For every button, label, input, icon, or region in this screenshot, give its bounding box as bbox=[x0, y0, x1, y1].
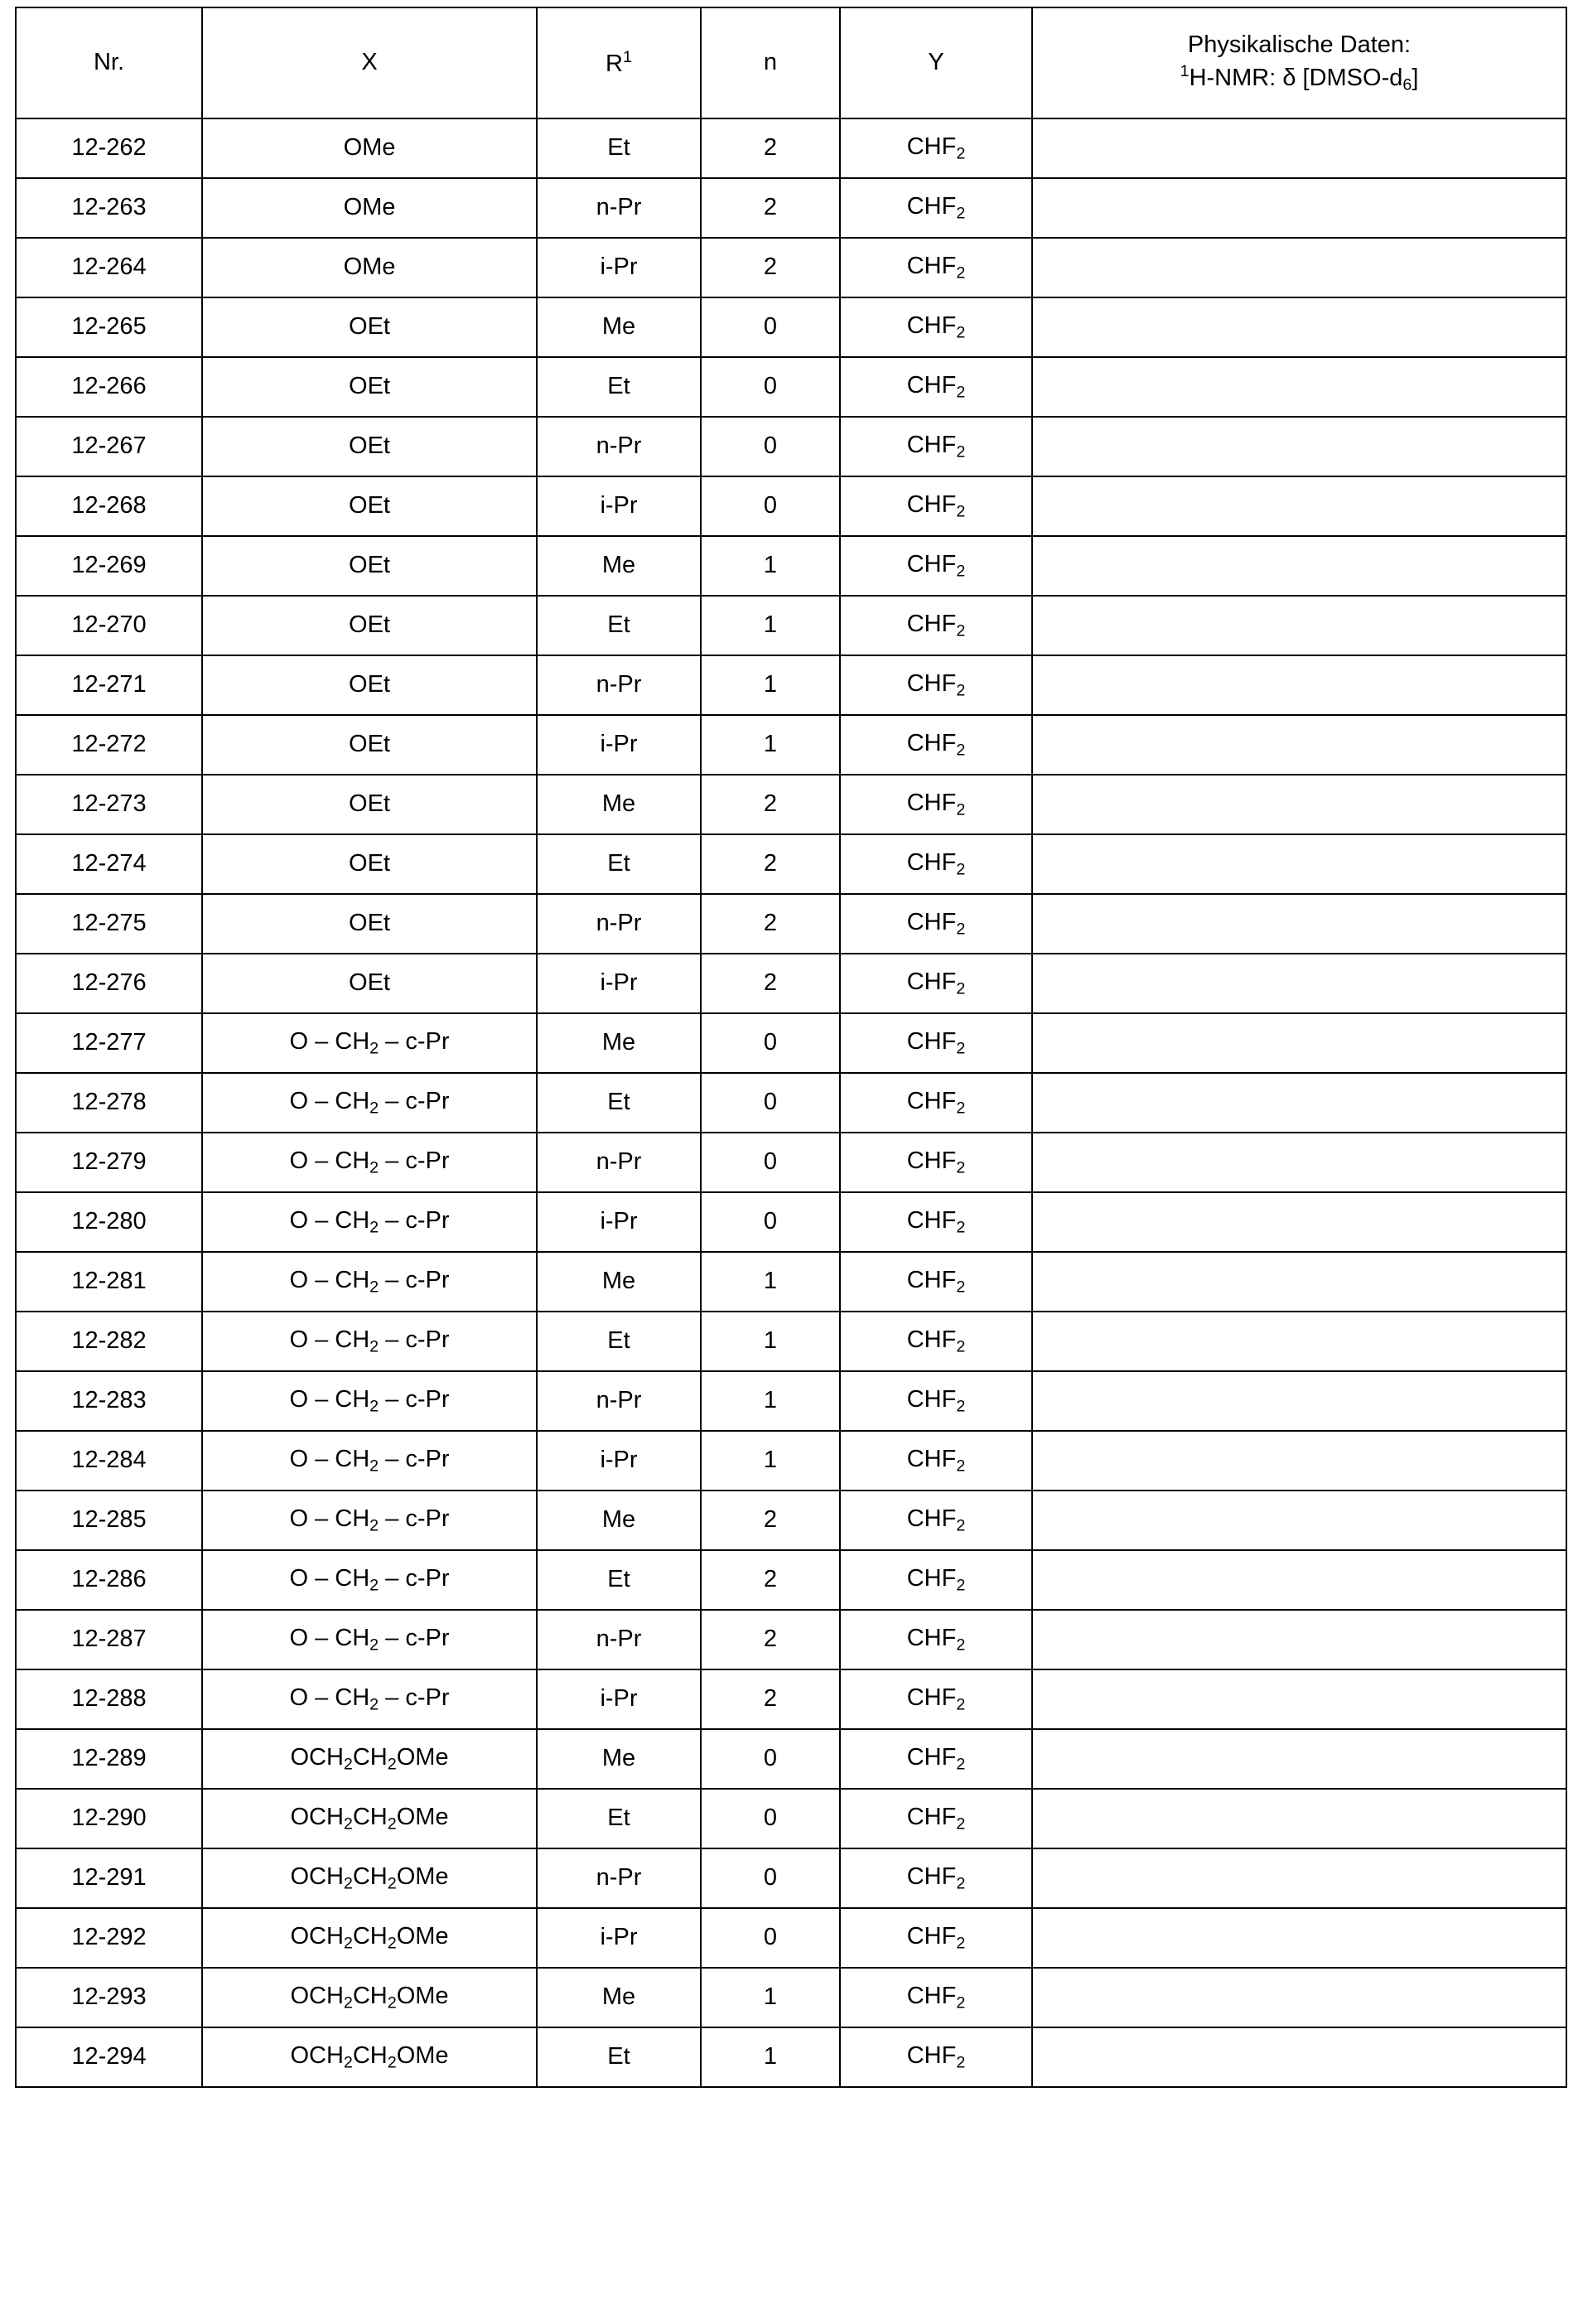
table-row bbox=[16, 417, 1566, 476]
cell-y: $CHF_2$ bbox=[840, 297, 1032, 357]
header-n: n bbox=[701, 7, 840, 118]
table-row bbox=[16, 118, 1566, 178]
table-row bbox=[16, 2027, 1566, 2087]
cell-n: 2 bbox=[701, 834, 840, 894]
cell-x: OMe bbox=[202, 238, 537, 297]
cell-x: O – $CH_2 - c-Pr$ bbox=[202, 1669, 537, 1729]
cell-y: $CHF_2$ bbox=[840, 1848, 1032, 1908]
cell-r1: n-Pr bbox=[537, 417, 701, 476]
cell-physical-data bbox=[1032, 1550, 1566, 1610]
cell-x: O – $CH_2 - c-Pr$ bbox=[202, 1192, 537, 1252]
cell-n: 2 bbox=[701, 1610, 840, 1669]
header-physical-data bbox=[1032, 7, 1566, 118]
cell-nr: 12-277 bbox=[16, 1013, 202, 1073]
cell-y: $CHF_2$ bbox=[840, 1252, 1032, 1312]
cell-y: $CHF_2$ bbox=[840, 238, 1032, 297]
cell-y: $CHF_2$ bbox=[840, 1371, 1032, 1431]
cell-r1: Me bbox=[537, 1013, 701, 1073]
cell-y: $CHF_2$ bbox=[840, 1133, 1032, 1192]
cell-y: $CHF_2$ bbox=[840, 1073, 1032, 1133]
cell-nr: 12-264 bbox=[16, 238, 202, 297]
cell-r1: Me bbox=[537, 1968, 701, 2027]
cell-r1: Me bbox=[537, 297, 701, 357]
table-row bbox=[16, 1968, 1566, 2027]
cell-x: OEt bbox=[202, 775, 537, 834]
header-row bbox=[16, 7, 1566, 118]
cell-nr: 12-287 bbox=[16, 1610, 202, 1669]
cell-r1: n-Pr bbox=[537, 655, 701, 715]
cell-nr: 12-276 bbox=[16, 954, 202, 1013]
cell-x: O – $CH_2 - c-Pr$ bbox=[202, 1312, 537, 1371]
table-row bbox=[16, 1013, 1566, 1073]
cell-y: $CHF_2$ bbox=[840, 775, 1032, 834]
header-x: X bbox=[202, 7, 537, 118]
cell-x: OEt bbox=[202, 476, 537, 536]
cell-y: $CHF_2$ bbox=[840, 1610, 1032, 1669]
table-body bbox=[16, 118, 1566, 2087]
cell-x: OEt bbox=[202, 357, 537, 417]
cell-n: 0 bbox=[701, 1073, 840, 1133]
cell-nr: 12-289 bbox=[16, 1729, 202, 1789]
cell-y: $CHF_2$ bbox=[840, 1789, 1032, 1848]
cell-n: 1 bbox=[701, 1252, 840, 1312]
table-row bbox=[16, 894, 1566, 954]
header-phys-line2 bbox=[1033, 62, 1566, 94]
cell-physical-data bbox=[1032, 1610, 1566, 1669]
cell-physical-data bbox=[1032, 476, 1566, 536]
cell-n: 0 bbox=[701, 1133, 840, 1192]
cell-y: $CHF_2$ bbox=[840, 1729, 1032, 1789]
header-phys-text-a: H-NMR: δ [DMSO-d bbox=[1189, 65, 1403, 91]
cell-n: 2 bbox=[701, 954, 840, 1013]
table-row bbox=[16, 1073, 1566, 1133]
cell-r1: n-Pr bbox=[537, 1133, 701, 1192]
cell-n: 1 bbox=[701, 715, 840, 775]
cell-nr: 12-273 bbox=[16, 775, 202, 834]
cell-y: $CHF_2$ bbox=[840, 417, 1032, 476]
cell-physical-data bbox=[1032, 1968, 1566, 2027]
cell-r1: i-Pr bbox=[537, 476, 701, 536]
table-row bbox=[16, 1669, 1566, 1729]
cell-r1: i-Pr bbox=[537, 1192, 701, 1252]
table-row bbox=[16, 1371, 1566, 1431]
cell-nr: 12-290 bbox=[16, 1789, 202, 1848]
cell-y: $CHF_2$ bbox=[840, 476, 1032, 536]
cell-physical-data bbox=[1032, 1312, 1566, 1371]
cell-x: $OCH_2CH_2OMe$ bbox=[202, 1968, 537, 2027]
table-row bbox=[16, 1729, 1566, 1789]
cell-x: OEt bbox=[202, 417, 537, 476]
table-row bbox=[16, 1312, 1566, 1371]
header-y: Y bbox=[840, 7, 1032, 118]
cell-nr: 12-278 bbox=[16, 1073, 202, 1133]
cell-nr: 12-262 bbox=[16, 118, 202, 178]
cell-physical-data bbox=[1032, 655, 1566, 715]
cell-x: OEt bbox=[202, 954, 537, 1013]
cell-n: 0 bbox=[701, 476, 840, 536]
cell-nr: 12-274 bbox=[16, 834, 202, 894]
cell-y: $CHF_2$ bbox=[840, 715, 1032, 775]
cell-nr: 12-265 bbox=[16, 297, 202, 357]
cell-r1: Et bbox=[537, 1073, 701, 1133]
cell-x: O – $CH_2 - c-Pr$ bbox=[202, 1073, 537, 1133]
cell-physical-data bbox=[1032, 178, 1566, 238]
cell-physical-data bbox=[1032, 297, 1566, 357]
cell-y: $CHF_2$ bbox=[840, 118, 1032, 178]
cell-y: $CHF_2$ bbox=[840, 1192, 1032, 1252]
cell-n: 0 bbox=[701, 417, 840, 476]
cell-n: 1 bbox=[701, 2027, 840, 2087]
cell-r1: Me bbox=[537, 1491, 701, 1550]
cell-physical-data bbox=[1032, 1133, 1566, 1192]
cell-x: O – $CH_2 - c-Pr$ bbox=[202, 1550, 537, 1610]
table-row bbox=[16, 715, 1566, 775]
cell-r1: Et bbox=[537, 1789, 701, 1848]
table-header bbox=[16, 7, 1566, 118]
cell-nr: 12-286 bbox=[16, 1550, 202, 1610]
cell-n: 1 bbox=[701, 1968, 840, 2027]
cell-n: 1 bbox=[701, 1312, 840, 1371]
table-row bbox=[16, 596, 1566, 655]
cell-nr: 12-282 bbox=[16, 1312, 202, 1371]
cell-r1: Et bbox=[537, 596, 701, 655]
cell-r1: Me bbox=[537, 775, 701, 834]
cell-nr: 12-279 bbox=[16, 1133, 202, 1192]
cell-r1: Et bbox=[537, 834, 701, 894]
cell-y: $CHF_2$ bbox=[840, 1669, 1032, 1729]
cell-n: 0 bbox=[701, 1848, 840, 1908]
cell-physical-data bbox=[1032, 1491, 1566, 1550]
cell-x: O – $CH_2 - c-Pr$ bbox=[202, 1610, 537, 1669]
cell-r1: Et bbox=[537, 118, 701, 178]
cell-x: O – $CH_2 - c-Pr$ bbox=[202, 1133, 537, 1192]
table-row bbox=[16, 834, 1566, 894]
cell-x: OEt bbox=[202, 596, 537, 655]
cell-physical-data bbox=[1032, 1848, 1566, 1908]
cell-x: O – $CH_2 - c-Pr$ bbox=[202, 1491, 537, 1550]
table-row bbox=[16, 357, 1566, 417]
table-row bbox=[16, 954, 1566, 1013]
cell-x: O – $CH_2 - c-Pr$ bbox=[202, 1371, 537, 1431]
cell-r1: Me bbox=[537, 536, 701, 596]
cell-x: OEt bbox=[202, 834, 537, 894]
cell-physical-data bbox=[1032, 536, 1566, 596]
table-row bbox=[16, 297, 1566, 357]
cell-r1: i-Pr bbox=[537, 954, 701, 1013]
table-row bbox=[16, 1848, 1566, 1908]
cell-physical-data bbox=[1032, 1192, 1566, 1252]
cell-r1: n-Pr bbox=[537, 178, 701, 238]
header-r1 bbox=[537, 7, 701, 118]
header-phys-sup: 1 bbox=[1180, 62, 1190, 81]
cell-physical-data bbox=[1032, 596, 1566, 655]
cell-r1: n-Pr bbox=[537, 1610, 701, 1669]
cell-r1: i-Pr bbox=[537, 1908, 701, 1968]
cell-physical-data bbox=[1032, 1252, 1566, 1312]
cell-n: 2 bbox=[701, 1491, 840, 1550]
cell-x: OMe bbox=[202, 178, 537, 238]
cell-physical-data bbox=[1032, 118, 1566, 178]
cell-y: $CHF_2$ bbox=[840, 1968, 1032, 2027]
cell-n: 0 bbox=[701, 1192, 840, 1252]
cell-y: $CHF_2$ bbox=[840, 1550, 1032, 1610]
cell-nr: 12-294 bbox=[16, 2027, 202, 2087]
cell-n: 0 bbox=[701, 1908, 840, 1968]
cell-n: 2 bbox=[701, 238, 840, 297]
cell-y: $CHF_2$ bbox=[840, 1312, 1032, 1371]
cell-nr: 12-285 bbox=[16, 1491, 202, 1550]
table-row bbox=[16, 1192, 1566, 1252]
cell-n: 0 bbox=[701, 357, 840, 417]
cell-physical-data bbox=[1032, 1789, 1566, 1848]
table-row bbox=[16, 1550, 1566, 1610]
cell-physical-data bbox=[1032, 715, 1566, 775]
cell-nr: 12-271 bbox=[16, 655, 202, 715]
cell-physical-data bbox=[1032, 834, 1566, 894]
cell-nr: 12-270 bbox=[16, 596, 202, 655]
cell-x: OMe bbox=[202, 118, 537, 178]
cell-physical-data bbox=[1032, 1073, 1566, 1133]
cell-r1: i-Pr bbox=[537, 1669, 701, 1729]
cell-physical-data bbox=[1032, 1908, 1566, 1968]
cell-r1: i-Pr bbox=[537, 715, 701, 775]
cell-x: OEt bbox=[202, 655, 537, 715]
table-row bbox=[16, 1610, 1566, 1669]
cell-nr: 12-288 bbox=[16, 1669, 202, 1729]
table-row bbox=[16, 655, 1566, 715]
cell-r1: Me bbox=[537, 1729, 701, 1789]
table-row bbox=[16, 1491, 1566, 1550]
cell-nr: 12-275 bbox=[16, 894, 202, 954]
cell-x: O – $CH_2 - c-Pr$ bbox=[202, 1013, 537, 1073]
cell-x: OEt bbox=[202, 536, 537, 596]
cell-n: 2 bbox=[701, 118, 840, 178]
cell-nr: 12-268 bbox=[16, 476, 202, 536]
cell-x: $OCH_2CH_2OMe$ bbox=[202, 1908, 537, 1968]
cell-y: $CHF_2$ bbox=[840, 954, 1032, 1013]
cell-r1: n-Pr bbox=[537, 1371, 701, 1431]
table-row bbox=[16, 1789, 1566, 1848]
cell-y: $CHF_2$ bbox=[840, 1491, 1032, 1550]
cell-physical-data bbox=[1032, 1431, 1566, 1491]
cell-r1: n-Pr bbox=[537, 1848, 701, 1908]
header-phys-text-b: ] bbox=[1412, 65, 1419, 91]
cell-n: 2 bbox=[701, 894, 840, 954]
cell-nr: 12-292 bbox=[16, 1908, 202, 1968]
cell-n: 2 bbox=[701, 775, 840, 834]
cell-n: 1 bbox=[701, 1431, 840, 1491]
cell-nr: 12-283 bbox=[16, 1371, 202, 1431]
cell-x: O – $CH_2 - c-Pr$ bbox=[202, 1252, 537, 1312]
cell-y: $CHF_2$ bbox=[840, 536, 1032, 596]
cell-x: O – $CH_2 - c-Pr$ bbox=[202, 1431, 537, 1491]
cell-y: $CHF_2$ bbox=[840, 596, 1032, 655]
table-row bbox=[16, 536, 1566, 596]
cell-x: OEt bbox=[202, 894, 537, 954]
cell-n: 1 bbox=[701, 655, 840, 715]
cell-nr: 12-280 bbox=[16, 1192, 202, 1252]
table-row bbox=[16, 476, 1566, 536]
table-row bbox=[16, 1252, 1566, 1312]
cell-y: $CHF_2$ bbox=[840, 1431, 1032, 1491]
cell-r1: Me bbox=[537, 1252, 701, 1312]
cell-physical-data bbox=[1032, 775, 1566, 834]
cell-r1: Et bbox=[537, 357, 701, 417]
cell-n: 1 bbox=[701, 596, 840, 655]
header-nr: Nr. bbox=[16, 7, 202, 118]
table-row bbox=[16, 775, 1566, 834]
cell-r1: n-Pr bbox=[537, 894, 701, 954]
cell-y: $CHF_2$ bbox=[840, 894, 1032, 954]
cell-physical-data bbox=[1032, 238, 1566, 297]
cell-x: OEt bbox=[202, 715, 537, 775]
cell-n: 2 bbox=[701, 1550, 840, 1610]
cell-nr: 12-266 bbox=[16, 357, 202, 417]
cell-nr: 12-284 bbox=[16, 1431, 202, 1491]
cell-physical-data bbox=[1032, 1013, 1566, 1073]
cell-n: 0 bbox=[701, 297, 840, 357]
cell-r1: i-Pr bbox=[537, 238, 701, 297]
cell-x: $OCH_2CH_2OMe$ bbox=[202, 1789, 537, 1848]
cell-n: 2 bbox=[701, 1669, 840, 1729]
cell-r1: Et bbox=[537, 1550, 701, 1610]
cell-x: $OCH_2CH_2OMe$ bbox=[202, 2027, 537, 2087]
cell-physical-data bbox=[1032, 1371, 1566, 1431]
cell-y: $CHF_2$ bbox=[840, 2027, 1032, 2087]
cell-x: $OCH_2CH_2OMe$ bbox=[202, 1729, 537, 1789]
cell-n: 0 bbox=[701, 1729, 840, 1789]
cell-physical-data bbox=[1032, 894, 1566, 954]
cell-x: OEt bbox=[202, 297, 537, 357]
cell-physical-data bbox=[1032, 1729, 1566, 1789]
cell-n: 0 bbox=[701, 1013, 840, 1073]
cell-r1: i-Pr bbox=[537, 1431, 701, 1491]
cell-n: 0 bbox=[701, 1789, 840, 1848]
cell-nr: 12-281 bbox=[16, 1252, 202, 1312]
cell-physical-data bbox=[1032, 954, 1566, 1013]
compound-table bbox=[15, 7, 1567, 2088]
cell-r1: Et bbox=[537, 1312, 701, 1371]
table-row bbox=[16, 238, 1566, 297]
cell-y: $CHF_2$ bbox=[840, 834, 1032, 894]
cell-y: $CHF_2$ bbox=[840, 1908, 1032, 1968]
cell-y: $CHF_2$ bbox=[840, 1013, 1032, 1073]
table-row bbox=[16, 178, 1566, 238]
header-r1-sup: 1 bbox=[622, 47, 632, 66]
cell-y: $CHF_2$ bbox=[840, 655, 1032, 715]
cell-y: $CHF_2$ bbox=[840, 357, 1032, 417]
cell-n: 1 bbox=[701, 536, 840, 596]
cell-physical-data bbox=[1032, 357, 1566, 417]
table-row bbox=[16, 1431, 1566, 1491]
header-phys-sub: 6 bbox=[1402, 75, 1412, 94]
cell-nr: 12-269 bbox=[16, 536, 202, 596]
cell-nr: 12-263 bbox=[16, 178, 202, 238]
cell-n: 2 bbox=[701, 178, 840, 238]
cell-nr: 12-293 bbox=[16, 1968, 202, 2027]
cell-r1: Et bbox=[537, 2027, 701, 2087]
table-row bbox=[16, 1133, 1566, 1192]
cell-physical-data bbox=[1032, 2027, 1566, 2087]
cell-physical-data bbox=[1032, 1669, 1566, 1729]
header-phys-line1: Physikalische Daten: bbox=[1187, 31, 1412, 58]
table-row bbox=[16, 1908, 1566, 1968]
cell-nr: 12-291 bbox=[16, 1848, 202, 1908]
cell-n: 1 bbox=[701, 1371, 840, 1431]
cell-nr: 12-267 bbox=[16, 417, 202, 476]
header-r1-base: R bbox=[606, 50, 623, 77]
cell-physical-data bbox=[1032, 417, 1566, 476]
cell-y: $CHF_2$ bbox=[840, 178, 1032, 238]
cell-nr: 12-272 bbox=[16, 715, 202, 775]
cell-x: $OCH_2CH_2OMe$ bbox=[202, 1848, 537, 1908]
